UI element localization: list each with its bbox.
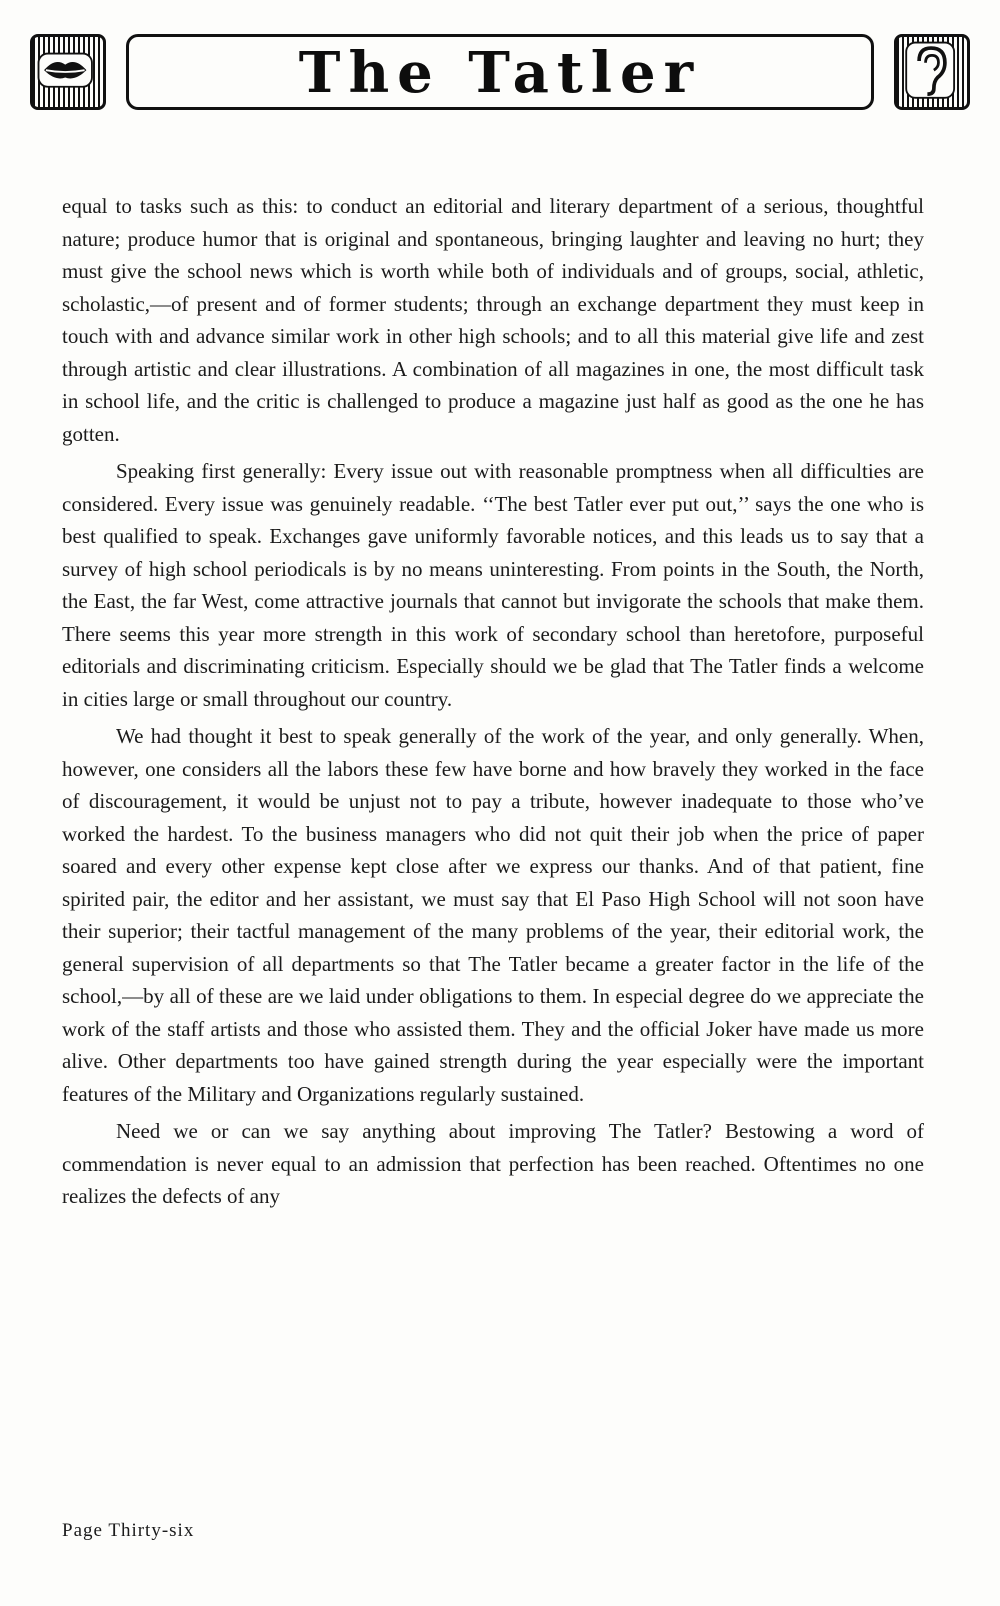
page-number: Page Thirty-six <box>62 1520 195 1541</box>
article-body <box>62 190 924 1218</box>
masthead <box>30 30 970 116</box>
paragraph: We had thought it best to speak generally of the work of the year, and only generally. When, however, one considers all the labors these few have borne and how bravely they worked in the face of discouragement, it would be unjust not to pay a tribute, however inadequate to those who’ve worked the hardest. To the business managers who did not quit their job when the price of paper soared and every other expense kept close after we express our thanks. And of that patient, fine spirited pair, the editor and her assistant, we must say that El Paso High School will not soon have their superior; their tactful management of the many problems of the year, their editorial work, the general supervision of all departments so that The Tatler became a greater factor in the life of the school,—by all of these are we laid under obligations to them. In especial degree do we appreciate the work of the staff artists and those who assisted them. They and the official Joker have made us more alive. Other departments too have gained strength during the year especially were the important features of the Military and Organizations regularly sustained. <box>62 724 924 1106</box>
publication-title: The Tatler <box>298 40 702 106</box>
ear-icon <box>894 34 970 110</box>
lips-icon <box>30 34 106 110</box>
paragraph: Speaking first generally: Every issue out with reasonable promptness when all difficulties are considered. Every issue was genuinely readable. ‘‘The best Tatler ever put out,’’ says the one who is best qualified to speak. Exchanges gave uniformly favorable notices, and this leads us to say that a survey of high school periodicals is by no means uninteresting. From points in the South, the North, the East, the far West, come attractive journals that cannot but invigorate the schools that make them. There seems this year more strength in this work of secondary school than heretofore, purposeful editorials and discriminating criticism. Especially should we be glad that The Tatler finds a welcome in cities large or small throughout our country. <box>62 459 924 711</box>
title-frame <box>126 34 874 110</box>
paragraph: Need we or can we say anything about improving The Tatler? Bestowing a word of commendation is never equal to an admission that perfection has been reached. Oftentimes no one realizes the defects of any <box>62 1119 924 1208</box>
paragraph: equal to tasks such as this: to conduct an editorial and literary department of a serious, thoughtful nature; produce humor that is original and spontaneous, bringing laughter and leaving no hurt; they must give the school news which is worth while both of individuals and of groups, social, athletic, scholastic,—of present and of former students; through an exchange department they must keep in touch with and advance similar work in other high schools; and to all this material give life and zest through artistic and clear illustrations. A combination of all magazines in one, the most difficult task in school life, and the critic is challenged to produce a magazine just half as good as the one he has gotten. <box>62 194 924 446</box>
